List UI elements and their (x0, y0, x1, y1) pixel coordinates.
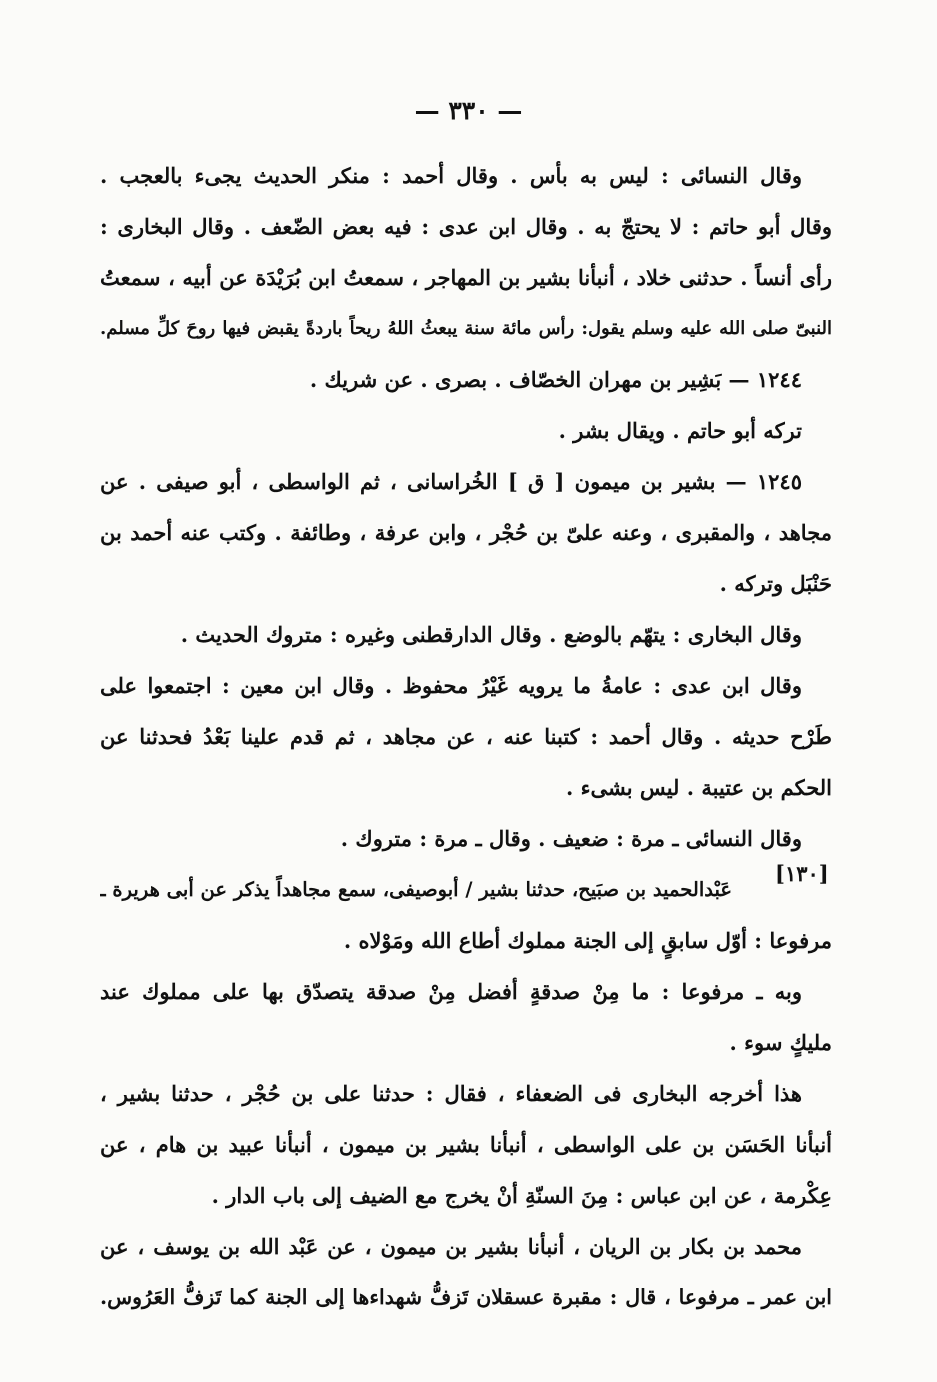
text-line: طَرْح حديثه . وقال أحمد : كتبنا عنه ، عن مجاهد ، ثم قدم علينا بَعْدُ فحدثنا عن (100, 724, 832, 749)
text-line: أنبأنا الحَسَن بن على الواسطى ، أنبأنا بشير بن ميمون ، أنبأنا عبيد بن هام ، عن (100, 1132, 832, 1157)
text-line: حَنْبَل وتركه . (719, 571, 832, 596)
text-line: وقال ابن عدى : عامةُ ما يرويه غَيْرُ محفوظ . وقال ابن معين : اجتمعوا على (100, 673, 802, 698)
main-text-block (100, 150, 832, 1323)
entry-heading-1244: ١٢٤٤ — بَشِير بن مهران الخصّاف . بصرى . عن شريك . (309, 367, 802, 392)
text-line: محمد بن بكار بن الريان ، أنبأنا بشير بن ميمون ، عن عَبْد الله بن يوسف ، عن (100, 1234, 802, 1259)
text-line: الحكم بن عتيبة . ليس بشىء . (566, 775, 832, 800)
text-line: رأى أنساً . حدثنى خلاد ، أنبأنا بشير بن المهاجر ، سمعتُ ابن بُرَيْدَة عن أبيه ، سمعتُ (100, 265, 832, 290)
text-line: النبىّ صلى الله عليه وسلم يقول: رأس مائة سنة يبعثُ اللهُ ريحاً باردةً يقبض فيها روحَ كلِّ مسلم. (100, 318, 832, 339)
text-line: مرفوعا : أوّل سابقٍ إلى الجنة مملوك أطاع الله ومَوْلاه . (343, 928, 832, 953)
entry-heading-1245: ١٢٤٥ — بشير بن ميمون [ ق ] الخُراسانى ، ثم الواسطى ، أبو صيفى . عن (100, 469, 802, 494)
text-line: وبه ـ مرفوعا : ما مِنْ صدقةٍ أفضل مِنْ صدقة يتصدّق بها على مملوك عند (100, 979, 802, 1004)
page-number: — ٣٣٠ — (414, 96, 523, 125)
text-line: هذا أخرجه البخارى فى الضعفاء ، فقال : حدثنا على بن حُجْر ، حدثنا بشير ، (100, 1081, 802, 1106)
text-line: وقال النسائى : ليس به بأس . وقال أحمد : منكر الحديث يجىء بالعجب . (100, 163, 802, 188)
text-line: وقال أبو حاتم : لا يحتجّ به . وقال ابن عدى : فيه بعض الضّعف . وقال البخارى : (100, 214, 832, 239)
text-line: عِكْرمة ، عن ابن عباس : مِنَ السنّةِ أنْ يخرج مع الضيف إلى باب الدار . (211, 1183, 832, 1208)
text-line: تركه أبو حاتم . ويقال بشر . (558, 418, 802, 443)
marginal-entry-number: [١٣٠] (775, 861, 829, 886)
text-line: ابن عمر ـ مرفوعا ، قال : مقبرة عسقلان تَزفُّ شهداءها إلى الجنة كما تَزفُّ العَرُوس. (100, 1285, 832, 1309)
text-line: وقال النسائى ـ مرة : ضعيف . وقال ـ مرة : متروك . (340, 826, 802, 851)
text-line: مجاهد ، والمقبرى ، وعنه علىّ بن حُجْر ، وابن عرفة ، وطائفة . وكتب عنه أحمد بن (100, 520, 832, 545)
text-line: مليكٍ سوء . (729, 1030, 832, 1055)
text-line: وقال البخارى : يتهّم بالوضع . وقال الدارقطنى وغيره : متروك الحديث . (180, 622, 802, 647)
text-line: عَبْدالحميد بن صبَيح، حدثنا بشير / أبوصيفى، سمع مجاهداً يذكر عن أبى هريرة ـ (100, 878, 732, 901)
